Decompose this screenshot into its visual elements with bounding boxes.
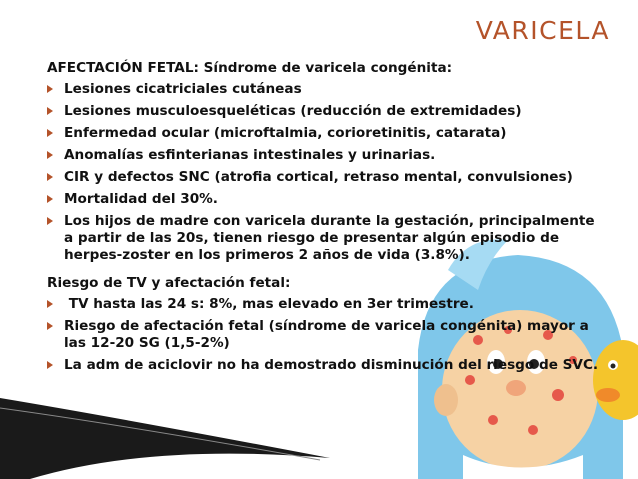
risk-list: [47, 296, 607, 374]
fetal-effects-list: [47, 81, 607, 264]
list-item: CIR y defectos SNC (atrofia cortical, retraso mental, convulsiones): [47, 169, 607, 186]
list-item: TV hasta las 24 s: 8%, mas elevado en 3er trimestre.: [47, 296, 607, 313]
bullet-arrow-icon: [47, 217, 53, 225]
bullet-arrow-icon: [47, 151, 53, 159]
list-item: Mortalidad del 30%.: [47, 191, 607, 208]
section-heading-risk: Riesgo de TV y afectación fetal:: [47, 275, 291, 291]
bullet-arrow-icon: [47, 361, 53, 369]
list-item: La adm de aciclovir no ha demostrado disminución del riesgo de SVC.: [47, 357, 607, 374]
list-item: Lesiones musculoesqueléticas (reducción de extremidades): [47, 103, 607, 120]
bullet-arrow-icon: [47, 129, 53, 137]
bullet-arrow-icon: [47, 195, 53, 203]
list-item: Lesiones cicatriciales cutáneas: [47, 81, 607, 98]
list-item: Riesgo de afectación fetal (síndrome de varicela congénita) mayor a las 12-20 SG (1,5-2%): [47, 318, 607, 352]
list-item: Los hijos de madre con varicela durante la gestación, principalmente a partir de las 20s, tienen riesgo de presentar algún episodio de herpes-zoster en los primeros 2 años de vida (3.8%).: [47, 213, 607, 264]
decorative-swoosh: [0, 398, 330, 479]
bullet-arrow-icon: [47, 85, 53, 93]
slide-content: [47, 60, 607, 379]
section-heading-fetal: AFECTACIÓN FETAL: Síndrome de varicela congénita:: [47, 60, 453, 76]
list-item: Anomalías esfinterianas intestinales y urinarias.: [47, 147, 607, 164]
bullet-arrow-icon: [47, 300, 53, 308]
list-item: Enfermedad ocular (microftalmia, corioretinitis, catarata): [47, 125, 607, 142]
slide-title: VARICELA: [475, 16, 610, 45]
bullet-arrow-icon: [47, 173, 53, 181]
bullet-arrow-icon: [47, 107, 53, 115]
bullet-arrow-icon: [47, 322, 53, 330]
